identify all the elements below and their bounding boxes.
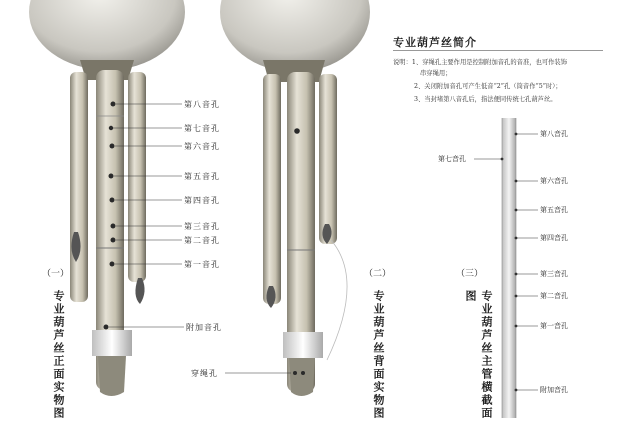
label-hole-2: 第二音孔 [540, 292, 568, 300]
label-hole-3: 第三音孔 [184, 222, 220, 231]
panel-number: （二） [364, 269, 392, 279]
label-string-hole: 穿绳孔 [191, 369, 218, 378]
label-hole-6: 第六音孔 [540, 177, 568, 185]
note-line-2: 串穿绳用； [420, 70, 452, 77]
label-hole-3: 第三音孔 [540, 270, 568, 278]
panel-number: （一） [42, 269, 70, 279]
note-line-4: 3、当封堵第八音孔后，指法便同传统七孔葫芦丝。 [414, 96, 557, 103]
label-hole-5: 第五音孔 [184, 172, 220, 181]
label-hole-5: 第五音孔 [540, 206, 568, 214]
label-hole-6: 第六音孔 [184, 142, 220, 151]
label-hole-7: 第七音孔 [184, 124, 220, 133]
label-hole-1: 第一音孔 [184, 260, 220, 269]
note-line-3: 2、关闭附加音孔可产生低音“2”孔（筒音作“5”时）； [414, 83, 562, 90]
panel-caption: 专业葫芦丝正面实物图 [52, 290, 65, 420]
label-hole-7: 第七音孔 [438, 155, 466, 163]
intro-title: 专业葫芦丝简介 [393, 36, 477, 49]
note-line-1: 说明：1、穿绳孔主要作用是控制附加音孔的音准，也可作装饰 [393, 59, 568, 66]
label-extra-hole: 附加音孔 [186, 323, 222, 332]
label-hole-8: 第八音孔 [184, 100, 220, 109]
label-hole-2: 第二音孔 [184, 236, 220, 245]
label-hole-8: 第八音孔 [540, 130, 568, 138]
panel-number: （三） [456, 269, 484, 279]
panel-caption: 专业葫芦丝背面实物图 [372, 290, 385, 420]
label-hole-4: 第四音孔 [184, 196, 220, 205]
panel-caption: 专业葫芦丝主管横截面图 [464, 290, 493, 420]
label-hole-1: 第一音孔 [540, 322, 568, 330]
label-extra-hole: 附加音孔 [540, 386, 568, 394]
label-hole-4: 第四音孔 [540, 234, 568, 242]
